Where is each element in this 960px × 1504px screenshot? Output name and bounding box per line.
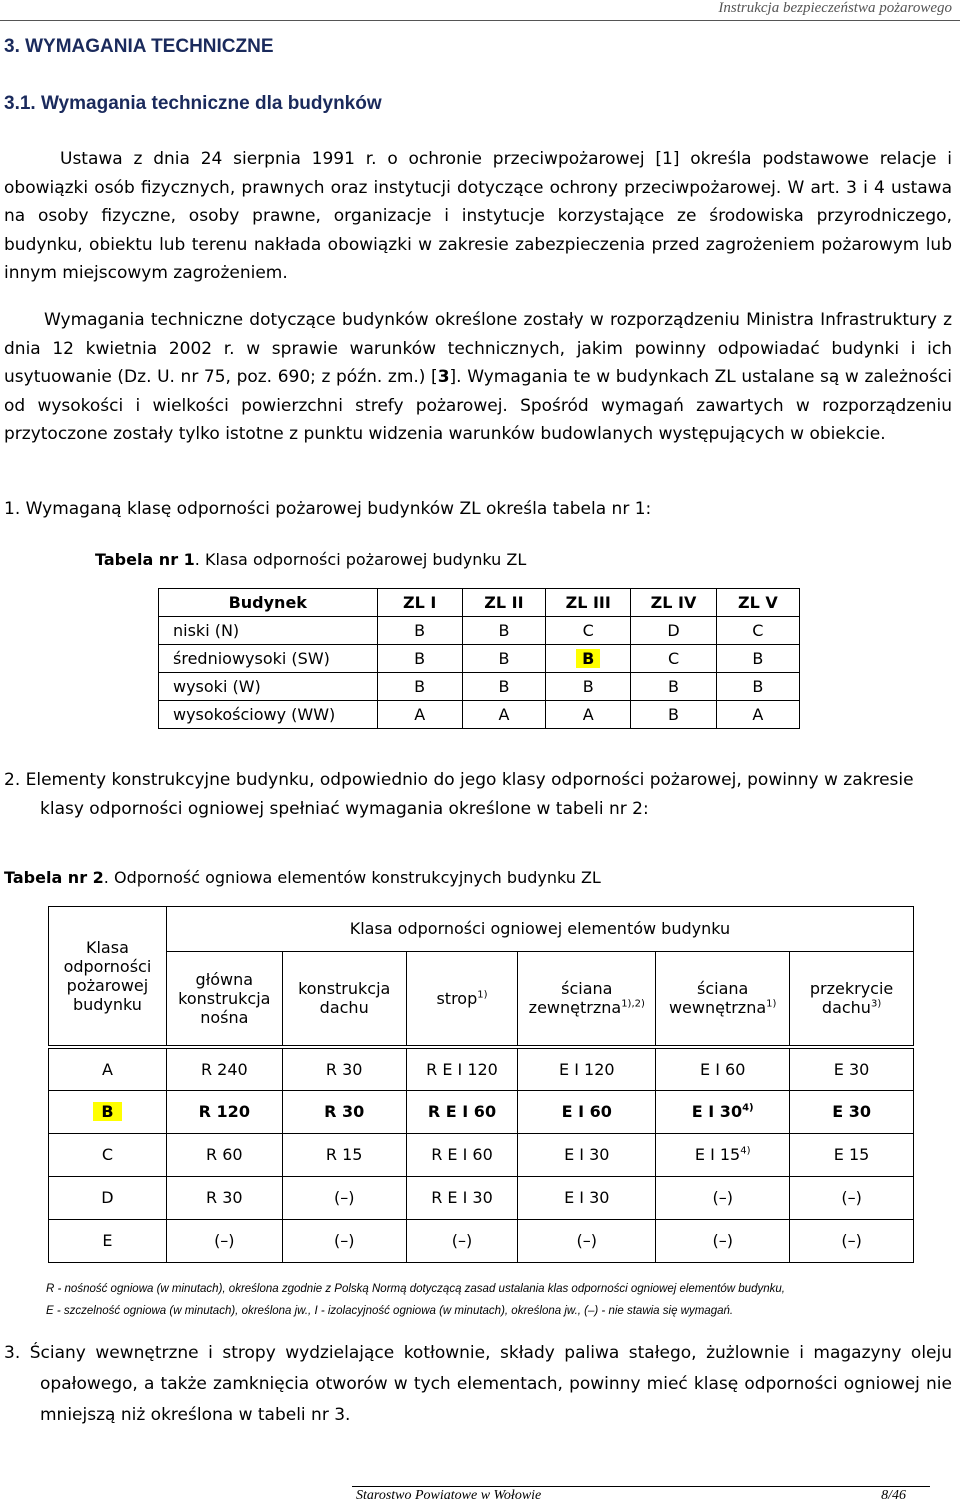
table-2-value-cell bbox=[282, 1090, 406, 1133]
table-2-value-cell bbox=[656, 1176, 790, 1219]
subheader-text: strop bbox=[436, 988, 478, 1008]
table-1-header-cell: ZL I bbox=[377, 589, 462, 617]
subheader-text: ściana wewnętrzna bbox=[668, 979, 767, 1018]
table-2-value-cell bbox=[790, 1047, 914, 1090]
cell-value: (–) bbox=[712, 1188, 733, 1207]
table-2-group-header: Klasa odporności ogniowej elementów budynku bbox=[166, 907, 913, 952]
cell-value: E 15 bbox=[833, 1145, 870, 1164]
cell-value: (–) bbox=[333, 1231, 355, 1250]
table-2-value-cell bbox=[406, 1219, 518, 1262]
subsection-title: 3.1. Wymagania techniczne dla budynków bbox=[4, 93, 382, 114]
table-cell: B bbox=[462, 617, 545, 645]
table-row bbox=[49, 1090, 914, 1133]
cell-value: R 30 bbox=[206, 1188, 243, 1207]
table-row bbox=[49, 1133, 914, 1176]
table-1-caption bbox=[95, 550, 526, 569]
table-2-value-cell bbox=[518, 1176, 656, 1219]
footnote-marker: 1) bbox=[766, 999, 777, 1011]
table-cell: C bbox=[716, 617, 799, 645]
paragraph-1 bbox=[4, 145, 952, 288]
class-value: C bbox=[101, 1145, 114, 1164]
table-cell: C bbox=[546, 617, 631, 645]
cell-value: E I 60 bbox=[700, 1059, 746, 1079]
page-number: 8/46 bbox=[881, 1488, 906, 1503]
table-2-value-cell bbox=[282, 1133, 406, 1176]
cell-value: R 15 bbox=[325, 1145, 363, 1164]
cell-value: (–) bbox=[841, 1231, 862, 1250]
footer-rule bbox=[352, 1486, 930, 1487]
table-cell: C bbox=[631, 645, 716, 673]
footnote-marker: 1) bbox=[477, 989, 488, 1001]
subheader-text: główna konstrukcja nośna bbox=[178, 969, 271, 1027]
footnote-marker: 3) bbox=[870, 999, 882, 1011]
cell-value: R 30 bbox=[325, 1059, 363, 1079]
table-2-value-cell bbox=[518, 1219, 656, 1262]
table-2-caption bbox=[4, 868, 601, 887]
table-1-header-cell: ZL V bbox=[716, 589, 799, 617]
table-2-value-cell bbox=[518, 1133, 656, 1176]
table-2-value-cell bbox=[406, 1090, 518, 1133]
table-2-value-cell bbox=[166, 1219, 282, 1262]
table-2-value-cell bbox=[166, 1047, 282, 1090]
table-2-value-cell bbox=[656, 1219, 790, 1262]
cell-value: R E I 30 bbox=[431, 1188, 493, 1207]
subheader-text: przekrycie dachu bbox=[809, 979, 894, 1018]
table-2-subheader bbox=[166, 951, 282, 1047]
table-1 bbox=[158, 588, 800, 729]
table-2-subheader bbox=[656, 951, 790, 1047]
table-cell: B bbox=[631, 701, 716, 729]
class-value: B bbox=[93, 1102, 121, 1121]
cell-value: R E I 120 bbox=[426, 1059, 498, 1079]
footnote-marker: 4) bbox=[742, 1102, 754, 1114]
table-row bbox=[49, 1176, 914, 1219]
highlighted-value: B bbox=[576, 649, 600, 668]
table-2-value-cell bbox=[518, 1090, 656, 1133]
table-cell: B bbox=[462, 645, 545, 673]
cell-value: E I 30 bbox=[564, 1188, 610, 1207]
table-cell: A bbox=[377, 701, 462, 729]
cell-value: R 60 bbox=[206, 1145, 243, 1164]
table-2-caption-text: . Odporność ogniowa elementów konstrukcyjnych budynku ZL bbox=[103, 868, 601, 887]
cell-value: E I 120 bbox=[559, 1059, 615, 1079]
table-1-header-cell: Budynek bbox=[159, 589, 378, 617]
table-cell: D bbox=[631, 617, 716, 645]
table-2-value-cell bbox=[656, 1133, 790, 1176]
table-2-value-cell bbox=[790, 1090, 914, 1133]
cell-value: (–) bbox=[333, 1188, 355, 1207]
table-2-value-cell bbox=[282, 1219, 406, 1262]
footer-organization: Starostwo Powiatowe w Wołowie bbox=[356, 1488, 542, 1503]
subheader-text: konstrukcja dachu bbox=[298, 979, 391, 1018]
table-2-class-cell bbox=[49, 1047, 167, 1090]
cell-value: (–) bbox=[576, 1231, 598, 1250]
table-2-class-header: Klasa odporności pożarowej budynku bbox=[49, 907, 167, 1048]
class-value: E bbox=[102, 1231, 113, 1250]
table-row bbox=[49, 1047, 914, 1090]
cell-value: E 30 bbox=[833, 1059, 870, 1079]
table-cell-highlighted bbox=[546, 645, 631, 673]
table-row bbox=[159, 645, 800, 673]
table-cell: B bbox=[377, 617, 462, 645]
paragraph-1-text: Ustawa z dnia 24 sierpnia 1991 r. o ochronie przeciwpożarowej [1] określa podstawowe relacje i obowiązki osób fizycznych, prawnych oraz instytucji dotyczące ochrony przeciwpożarowej. W art. 3 i 4 ustawa na osoby fizyczne, osoby prawne, organizacje i instytucje korzystające ze środowiska przyrodniczego, budynku, obiektu lub terenu nakłada obowiązki w zakresie zabezpieczenia przed zagrożeniem pożarowym lub innym miejscowym zagrożeniem. bbox=[4, 149, 952, 283]
table-cell: B bbox=[716, 645, 799, 673]
cell-value: (–) bbox=[451, 1231, 473, 1250]
table-2-value-cell bbox=[406, 1176, 518, 1219]
table-row bbox=[159, 673, 800, 701]
table-2-value-cell bbox=[166, 1090, 282, 1133]
cell-value: (–) bbox=[214, 1231, 235, 1250]
footnote-marker: 4) bbox=[740, 1145, 751, 1157]
table-2-class-cell bbox=[49, 1090, 167, 1133]
cell-value: E I 30 bbox=[691, 1102, 743, 1121]
table-cell: A bbox=[462, 701, 545, 729]
table-2-value-cell bbox=[166, 1176, 282, 1219]
table-2-value-cell bbox=[518, 1047, 656, 1090]
document-header-title: Instrukcja bezpieczeństwa pożarowego bbox=[718, 0, 952, 16]
table-2-value-cell bbox=[656, 1047, 790, 1090]
list-item-2: 2. Elementy konstrukcyjne budynku, odpowiednio do jego klasy odporności pożarowej, powinny w zakresie klasy odporności ogniowej spełniać wymagania określone w tabeli nr 2: bbox=[4, 770, 914, 819]
table-2-subheader bbox=[518, 951, 656, 1047]
table-1-caption-label: Tabela nr 1 bbox=[95, 550, 195, 569]
list-item-1: 1. Wymaganą klasę odporności pożarowej budynków ZL określa tabela nr 1: bbox=[4, 499, 652, 519]
cell-value: E 30 bbox=[832, 1102, 871, 1121]
table-cell: B bbox=[377, 673, 462, 701]
table-cell: A bbox=[546, 701, 631, 729]
paragraph-2-text-a: Wymagania techniczne dotyczące budynków określone zostały w rozporządzeniu Ministra Infrastruktury z dnia 12 kwietnia 2002 r. w sprawie warunków technicznych, jakim powinny odpowiadać budynki i ich usytuowanie (Dz. U. nr 75, poz. 690; z późn. zm.) [ bbox=[4, 310, 952, 387]
cell-value: E I 60 bbox=[561, 1102, 612, 1121]
paragraph-2 bbox=[4, 306, 952, 449]
cell-value: R 240 bbox=[200, 1059, 248, 1079]
subheader-text: ściana zewnętrzna bbox=[528, 979, 622, 1018]
paragraph-2-text-b: ]. Wymagania te w budynkach ZL ustalane są w zależności od wysokości i wielkości powierzchni strefy pożarowej. Spośród wymagań zawartych w rozporządzeniu przytoczone zostały tylko istotne z punktu widzenia warunków budowlanych występujących w obiekcie. bbox=[4, 367, 952, 444]
table-2-value-cell bbox=[406, 1047, 518, 1090]
cell-value: R 120 bbox=[198, 1102, 250, 1121]
table-2-subheader-row bbox=[49, 951, 914, 1047]
table-2-value-cell bbox=[282, 1176, 406, 1219]
table-cell: niski (N) bbox=[159, 617, 378, 645]
cell-value: (–) bbox=[841, 1188, 862, 1207]
table-2 bbox=[48, 906, 914, 1263]
table-row bbox=[159, 617, 800, 645]
table-2-caption-label: Tabela nr 2 bbox=[4, 868, 104, 887]
cell-value: R 30 bbox=[324, 1102, 365, 1121]
note-line: R - nośność ogniowa (w minutach), określona zgodnie z Polską Normą dotyczącą zasad ustalania klas odporności ogniowej elementów budynku, bbox=[46, 1283, 785, 1295]
header-rule bbox=[0, 20, 960, 21]
table-2-notes bbox=[46, 1278, 785, 1322]
table-1-caption-text: . Klasa odporności pożarowej budynku ZL bbox=[194, 550, 527, 569]
table-2-subheader bbox=[790, 951, 914, 1047]
table-2-class-cell bbox=[49, 1133, 167, 1176]
table-2-value-cell bbox=[790, 1219, 914, 1262]
table-2-class-cell bbox=[49, 1176, 167, 1219]
table-cell: wysoki (W) bbox=[159, 673, 378, 701]
table-2-subheader bbox=[406, 951, 518, 1047]
table-row bbox=[159, 701, 800, 729]
cell-value: E I 15 bbox=[694, 1145, 741, 1164]
table-cell: B bbox=[377, 645, 462, 673]
cell-value: (–) bbox=[712, 1231, 733, 1250]
table-cell: B bbox=[462, 673, 545, 701]
table-cell: B bbox=[546, 673, 631, 701]
table-2-value-cell bbox=[282, 1047, 406, 1090]
reference-number: 3 bbox=[437, 367, 450, 387]
table-1-header-cell: ZL IV bbox=[631, 589, 716, 617]
table-cell: B bbox=[716, 673, 799, 701]
note-line: E - szczelność ogniowa (w minutach), określona jw., I - izolacyjność ogniowa (w minutach), określona jw., (–) - nie stawia się wymagań. bbox=[46, 1305, 734, 1317]
list-item-3: 3. Ściany wewnętrzne i stropy wydzielające kotłownie, składy paliwa stałego, żużlownie i magazyny oleju opałowego, a także zamknięcia otworów w tych elementach, powinny mieć klasę odporności ogniowej nie mniejszą niż określona w tabeli nr 3. bbox=[4, 1343, 952, 1425]
table-cell: średniowysoki (SW) bbox=[159, 645, 378, 673]
table-2-value-cell bbox=[656, 1090, 790, 1133]
table-cell: B bbox=[631, 673, 716, 701]
table-1-header-cell: ZL II bbox=[462, 589, 545, 617]
class-value: A bbox=[101, 1059, 113, 1079]
table-2-subheader bbox=[282, 951, 406, 1047]
cell-value: R E I 60 bbox=[431, 1145, 493, 1164]
table-2-class-cell bbox=[49, 1219, 167, 1262]
cell-value: R E I 60 bbox=[427, 1102, 497, 1121]
section-title: 3. WYMAGANIA TECHNICZNE bbox=[4, 36, 274, 57]
class-value: D bbox=[101, 1188, 114, 1207]
table-2-value-cell bbox=[166, 1133, 282, 1176]
table-2-header-row bbox=[49, 907, 914, 952]
table-row bbox=[49, 1219, 914, 1262]
table-1-header-cell: ZL III bbox=[546, 589, 631, 617]
table-2-value-cell bbox=[790, 1133, 914, 1176]
cell-value: E I 30 bbox=[564, 1145, 610, 1164]
table-cell: wysokościowy (WW) bbox=[159, 701, 378, 729]
footnote-marker: 1),2) bbox=[621, 999, 645, 1011]
table-1-header-row bbox=[159, 589, 800, 617]
table-cell: A bbox=[716, 701, 799, 729]
table-2-value-cell bbox=[406, 1133, 518, 1176]
table-2-value-cell bbox=[790, 1176, 914, 1219]
